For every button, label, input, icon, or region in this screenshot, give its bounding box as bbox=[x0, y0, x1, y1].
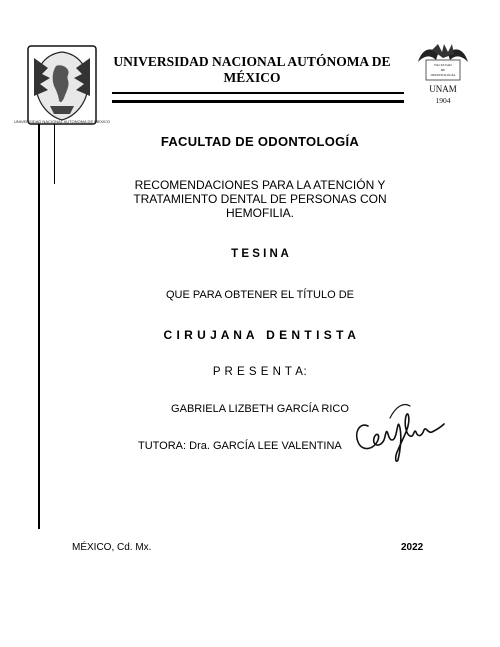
header-rule-top bbox=[112, 92, 404, 94]
university-name-line1: UNIVERSIDAD NACIONAL AUTÓNOMA DE bbox=[113, 54, 391, 69]
unam-seal-text: UNIVERSIDAD NACIONAL AUTONOMA DE MEXICO bbox=[13, 119, 111, 124]
footer-year: 2022 bbox=[401, 542, 424, 553]
presenta-label: P R E S E N T A: bbox=[212, 366, 308, 378]
university-name-line2: MÉXICO bbox=[223, 70, 281, 85]
logo-text-unam: UNAM bbox=[429, 84, 457, 94]
footer-place: MÉXICO, Cd. Mx. bbox=[72, 542, 152, 553]
degree-purpose: QUE PARA OBTENER EL TÍTULO DE bbox=[165, 289, 355, 301]
header-rule-bottom bbox=[112, 100, 404, 103]
thesis-title-line3: HEMOFILIA. bbox=[225, 206, 294, 220]
logo-text-facultad: FACULTAD bbox=[434, 63, 452, 67]
left-vertical-rule bbox=[38, 124, 40, 529]
thesis-title-line1: RECOMENDACIONES PARA LA ATENCIÓN Y bbox=[134, 178, 386, 192]
thesis-title-line2: TRATAMIENTO DENTAL DE PERSONAS CON bbox=[133, 192, 387, 206]
logo-text-de: DE bbox=[440, 68, 446, 72]
faculty-logo bbox=[412, 42, 474, 116]
logo-text-year: 1904 bbox=[435, 96, 451, 105]
unam-seal-logo bbox=[13, 44, 111, 126]
left-vertical-rule-inner bbox=[54, 124, 55, 184]
logo-text-odontologia: ODONTOLOGÍA bbox=[430, 73, 456, 77]
author-name: GABRIELA LIZBETH GARCÍA RICO bbox=[171, 403, 349, 415]
tutor-name: TUTORA: Dra. GARCÍA LEE VALENTINA bbox=[138, 440, 342, 452]
thesis-title bbox=[80, 178, 440, 220]
faculty-title: FACULTAD DE ODONTOLOGÍA bbox=[160, 134, 360, 149]
tutor-signature bbox=[350, 398, 450, 466]
document-type: T E S I N A bbox=[231, 248, 289, 260]
degree-title: C I R U J A N A D E N T I S T A bbox=[163, 328, 357, 342]
